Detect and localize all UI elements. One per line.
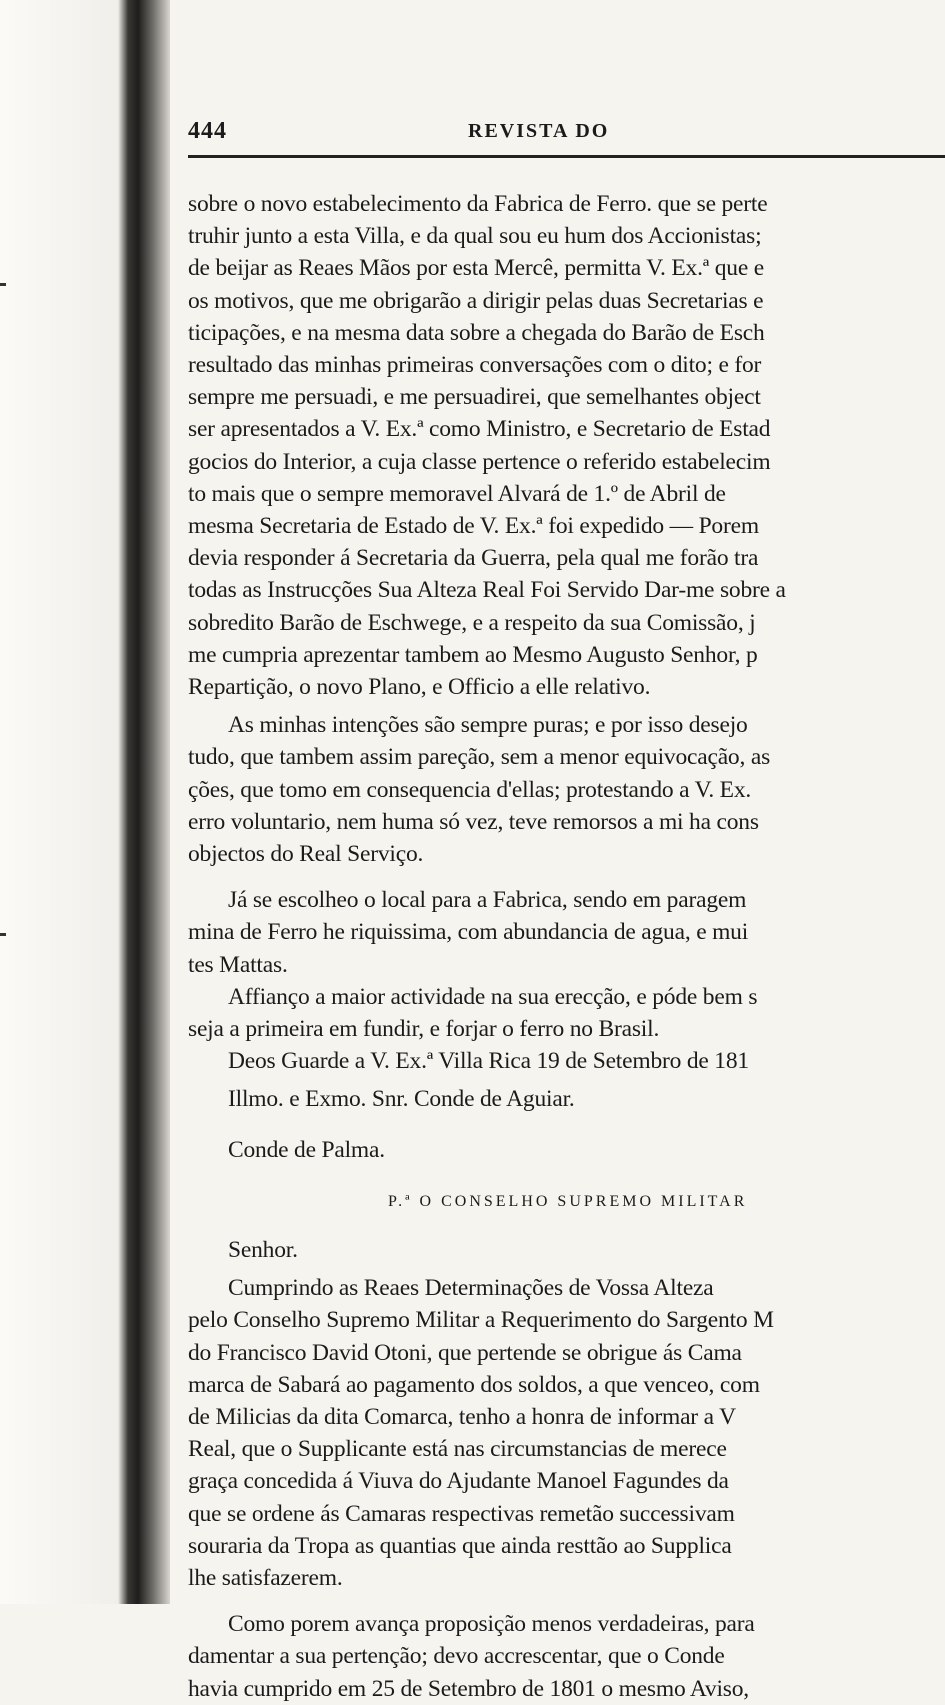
text-line: graça concedida á Viuva do Ajudante Manoel Fagundes da	[188, 1468, 729, 1495]
letter-closing	[188, 1045, 945, 1166]
text-line: damentar a sua pertenção; devo accrescentar, que o Conde	[188, 1643, 725, 1670]
text-line: de beijar as Reaes Mãos por esta Mercê, permitta V. Ex.ª que e	[188, 255, 764, 282]
text-line: mina de Ferro he riquissima, com abundancia de agua, e mui	[188, 919, 749, 946]
text-line: Real, que o Supplicante está nas circumstancias de merece	[188, 1436, 727, 1463]
closing-signature: Conde de Palma.	[228, 1136, 385, 1163]
text-line: tudo, que tambem assim pareção, sem a menor equivocação, as	[188, 744, 771, 771]
section-paragraph-2	[188, 1608, 945, 1705]
text-line: sobre o novo estabelecimento da Fabrica de Ferro. que se perte	[188, 191, 768, 217]
text-line: havia cumprido em 25 de Setembro de 1801 o mesmo Aviso,	[188, 1675, 749, 1702]
section-greeting: Senhor.	[228, 1236, 298, 1263]
text-line: me cumpria aprezentar tambem ao Mesmo Augusto Senhor, p	[188, 641, 758, 668]
header-rule	[188, 155, 945, 158]
paragraph-2	[188, 709, 945, 870]
text-line: que se ordene ás Camaras respectivas remetão successivam	[188, 1500, 735, 1527]
text-line: lhe satisfazerem.	[188, 1564, 343, 1591]
text-line: truhir junto a esta Villa, e da qual sou eu hum dos Accionistas;	[188, 223, 762, 250]
text-line: devia responder á Secretaria da Guerra, pela qual me forão tra	[188, 545, 759, 572]
text-line: resultado das minhas primeiras conversações com o dito; e for	[188, 352, 762, 379]
text-line: to mais que o sempre memoravel Alvará de 1.º de Abril de	[188, 480, 726, 507]
text-line: ticipações, e na mesma data sobre a chegada do Barão de Esch	[188, 319, 765, 346]
text-line: sobredito Barão de Eschwege, e a respeito da sua Comissão, j	[188, 609, 756, 636]
text-line: do Francisco David Otoni, que pertende se obrigue ás Cama	[188, 1339, 742, 1366]
text-line: gocios do Interior, a cuja classe pertence o referido estabelecim	[188, 448, 771, 475]
paragraph-1	[188, 188, 945, 703]
text-line: As minhas intenções são sempre puras; e por isso desejo	[228, 712, 748, 739]
text-line: sempre me persuadi, e me persuadirei, que semelhantes object	[188, 384, 761, 411]
text-line: seja a primeira em fundir, e forjar o ferro no Brasil.	[188, 1016, 660, 1043]
page-number: 444	[188, 118, 227, 144]
closing-addressee: Illmo. e Exmo. Snr. Conde de Aguiar.	[228, 1086, 575, 1113]
running-head: REVISTA DO	[468, 120, 610, 142]
text-line: ções, que tomo em consequencia d'ellas; protestando a V. Ex.	[188, 776, 752, 803]
text-line: souraria da Tropa as quantias que ainda resttão ao Supplica	[188, 1532, 732, 1559]
closing-salutation: Deos Guarde a V. Ex.ª Villa Rica 19 de Setembro de 181	[228, 1048, 749, 1075]
paragraph-4	[188, 981, 945, 1045]
page-body	[188, 188, 945, 1705]
text-line: de Milicias da dita Comarca, tenho a honra de informar a V	[188, 1403, 736, 1430]
text-line: marca de Sabará ao pagamento dos soldos, a que venceo, com	[188, 1371, 760, 1398]
text-line: Como porem avança proposição menos verdadeiras, para	[228, 1611, 755, 1638]
text-line: Repartição, o novo Plano, e Officio a elle relativo.	[188, 674, 651, 701]
text-line: tes Mattas.	[188, 951, 288, 978]
text-line: Cumprindo as Reaes Determinações de Vossa Alteza	[228, 1275, 714, 1302]
section-paragraph-1	[188, 1272, 945, 1594]
text-line: os motivos, que me obrigarão a dirigir pelas duas Secretarias e	[188, 287, 764, 314]
text-line: mesma Secretaria de Estado de V. Ex.ª foi expedido — Porem	[188, 513, 759, 540]
section-title: P.ª O CONSELHO SUPREMO MILITAR	[388, 1192, 748, 1210]
text-line: objectos do Real Serviço.	[188, 841, 424, 868]
text-line: todas as Instrucções Sua Alteza Real Foi Servido Dar-me sobre a	[188, 577, 786, 604]
page-header	[188, 118, 945, 158]
paragraph-3	[188, 884, 945, 981]
text-line: Affianço a maior actividade na sua erecção, e póde bem s	[228, 983, 758, 1010]
text-line: ser apresentados a V. Ex.ª como Ministro, e Secretario de Estad	[188, 416, 771, 443]
text-line: erro voluntario, nem huma só vez, teve remorsos a mi ha cons	[188, 808, 759, 835]
text-line: pelo Conselho Supremo Militar a Requerimento do Sargento M	[188, 1307, 774, 1334]
text-line: Já se escolheo o local para a Fabrica, sendo em paragem	[228, 887, 747, 914]
